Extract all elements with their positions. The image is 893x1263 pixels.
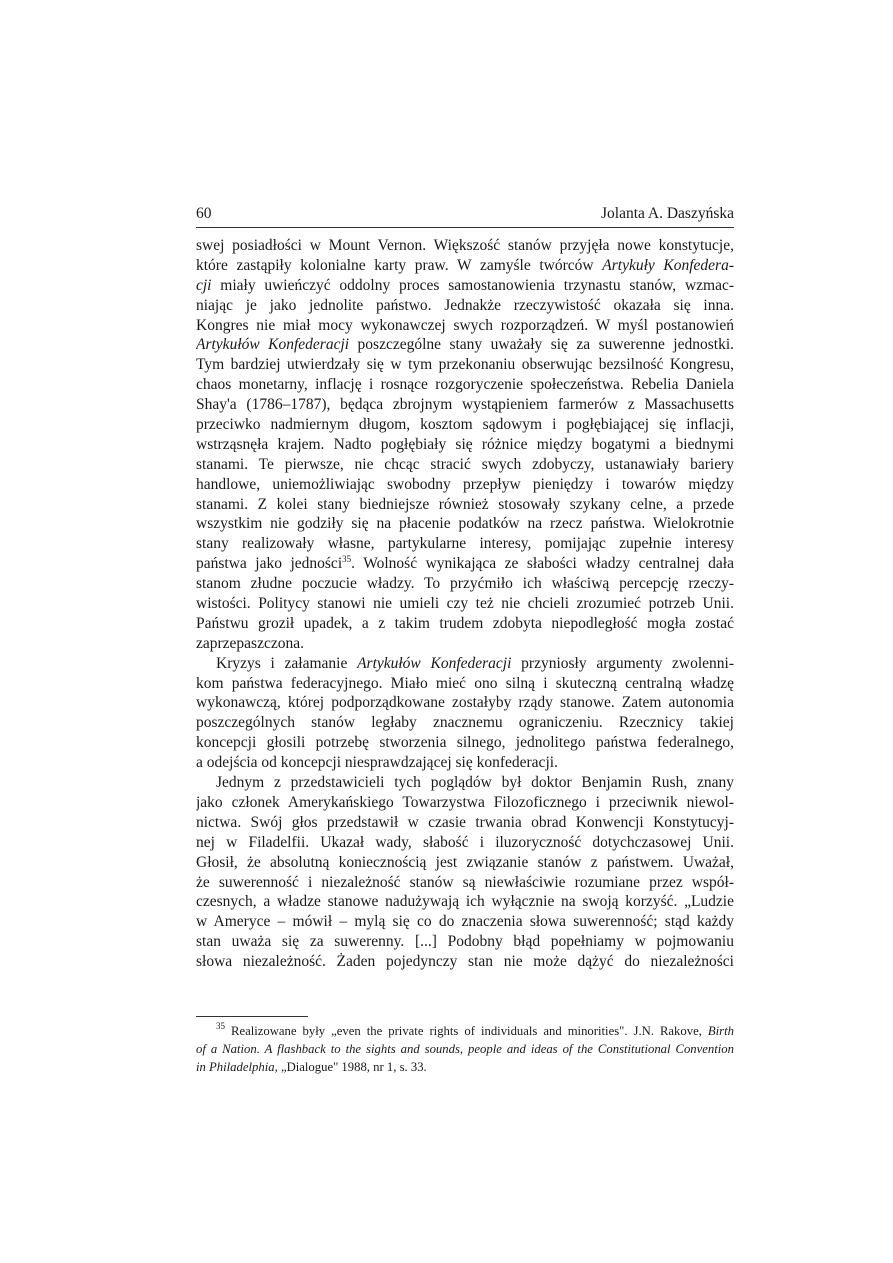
text-line: stanami. Te pierwsze, nie chcąc stracić swych zdobyczy, ustanawiały bariery <box>196 455 734 473</box>
footnote-line: $^{35}$ Realizowane były „even the private rights of individuals and minorities". J.N. Rakove, Birth <box>216 1021 734 1038</box>
text-line: wszystkim nie godziły się na płacenie podatków na rzecz państwa. Wielokrotnie <box>196 515 734 533</box>
text-line: czesnych, a władze stanowe nadużywają ich wyłącznie na swoją korzyść. „Ludzie <box>196 893 734 911</box>
italic-title: cji <box>196 276 212 294</box>
text-line: koncepcji głosili potrzebę stworzenia silnego, jednolitego państwa federalnego, <box>196 734 734 752</box>
footnote-number: 35 <box>216 1021 225 1031</box>
text-line: stany realizowały własne, partykularne interesy, pomijając zupełnie interesy <box>196 535 734 553</box>
text-line: swej posiadłości w Mount Vernon. Większość stanów przyjęła nowe konstytucje, <box>196 237 734 254</box>
italic-title: in Philadelphia <box>196 1060 275 1074</box>
text-line: nictwa. Swój głos przedstawił w czasie trwania obrad Konwencji Konstytucyj- <box>196 813 734 831</box>
text-line: a odejścia od koncepcji niesprawdzającej się konfederacji. <box>196 754 558 772</box>
text-line: kom państwa federacyjnego. Miało mieć ono silną i skuteczną centralną władzę <box>196 674 734 692</box>
italic-title: of a Nation. A flashback to the sights and sounds, people and ideas of the Constitutional Convention <box>196 1042 734 1056</box>
italic-title: Birth <box>707 1024 734 1038</box>
running-head-author: Jolanta A. Daszyńska <box>600 205 734 222</box>
footnote-marker[interactable]: 35 <box>342 554 352 565</box>
text-line: wykonawczą, której podporządkowane zostałyby rządy stanowe. Zatem autonomia <box>196 694 734 712</box>
italic-title: Artykuły Konfedera- <box>602 256 734 274</box>
text-line: przeciwko nadmiernym długom, kosztom sądowym i pogłębiającej się inflacji, <box>196 416 734 434</box>
text-line: Państwu groził upadek, a z takim trudem zdobyta niepodległość mogła zostać <box>196 614 734 632</box>
footnote-line: in Philadelphia, „Dialogue" 1988, nr 1, s. 33. <box>196 1060 427 1074</box>
text-line: słowa niezależność. Żaden pojedynczy stan nie może dążyć do niezależności <box>196 953 734 971</box>
text-line: Shay'a (1786–1787), będąca zbrojnym wystąpieniem farmerów z Massachusetts <box>196 396 734 414</box>
text-line: wistości. Politycy stanowi nie umieli czy też nie chcieli zrozumieć potrzeb Unii. <box>196 595 734 613</box>
text-line: Jednym z przedstawicieli tych poglądów był doktor Benjamin Rush, znany <box>216 774 734 792</box>
text-line: Tym bardziej utwierdzały się w tym przekonaniu obserwując bezsilność Kongresu, <box>196 356 734 374</box>
footnote <box>196 1022 734 1076</box>
italic-title: Artykułów Konfederacji <box>357 654 512 672</box>
text-line: które zastąpiły kolonialne karty praw. W zamyśle twórców Artykuły Konfedera- <box>196 256 734 274</box>
text-line: wstrząsnęła krajem. Nadto pogłębiały się różnice między bogatymi a biednymi <box>196 435 734 453</box>
text-line: niając je jako jednolite państwo. Jednakże rzeczywistość okazała się inna. <box>196 296 734 314</box>
text-line: nej w Filadelfii. Ukazał wady, słabość i iluzoryczność dotychczasowej Unii. <box>196 833 734 851</box>
text-line: w Ameryce – mówił – mylą się co do znaczenia słowa suwerenność; stąd każdy <box>196 913 734 931</box>
text-line: chaos monetarny, inflację i rosnące rozgoryczenie społeczeństwa. Rebelia Daniela <box>196 376 734 394</box>
text-line: cji miały uwieńczyć oddolny proces samostanowienia trzynastu stanów, wzmac- <box>196 276 734 294</box>
text-line: jako członek Amerykańskiego Towarzystwa Filozoficznego i przeciwnik niewol- <box>196 793 734 811</box>
text-line: poszczególnych stanów ległaby znacznemu ograniczeniu. Rzecznicy takiej <box>196 714 734 732</box>
text-line: Kryzys i załamanie Artykułów Konfederacji przyniosły argumenty zwolenni- <box>216 654 734 672</box>
text-line: Głosił, że absolutną koniecznością jest związanie stanów z państwem. Uważał, <box>196 853 734 871</box>
text-line: handlowe, uniemożliwiając swobodny przepływ pieniędzy i towarów między <box>196 475 734 493</box>
text-line: Artykułów Konfederacji poszczególne stany uważały się za suwerenne jednostki. <box>196 336 734 354</box>
text-line: że suwerenność i niezależność stanów są niewłaściwie rozumiane przez współ- <box>196 873 734 891</box>
text-line: państwa jako jedności$^{35}$. Wolność wynikająca ze słabości władzy centralnej dała <box>196 554 734 573</box>
text-line: stan uważa się za suwerenny. [...] Podobny błąd popełniamy w pojmowaniu <box>196 933 734 951</box>
text-line: Kongres nie miał mocy wykonawczej swych rozporządzeń. W myśl postanowień <box>196 316 734 334</box>
italic-title: Artykułów Konfederacji <box>196 336 350 354</box>
footnote-separator <box>196 1016 308 1017</box>
running-header <box>196 205 734 228</box>
main-text <box>196 236 734 972</box>
text-line: stanami. Z kolei stany biedniejsze również stosowały szykany celne, a przede <box>196 495 734 513</box>
text-line: zaprzepaszczona. <box>196 634 304 652</box>
footnote-line <box>196 1040 734 1058</box>
page-number: 60 <box>196 205 212 222</box>
text-line: stanom złudne poczucie władzy. To przyćmiło ich właściwą percepcję rzeczy- <box>196 575 734 593</box>
